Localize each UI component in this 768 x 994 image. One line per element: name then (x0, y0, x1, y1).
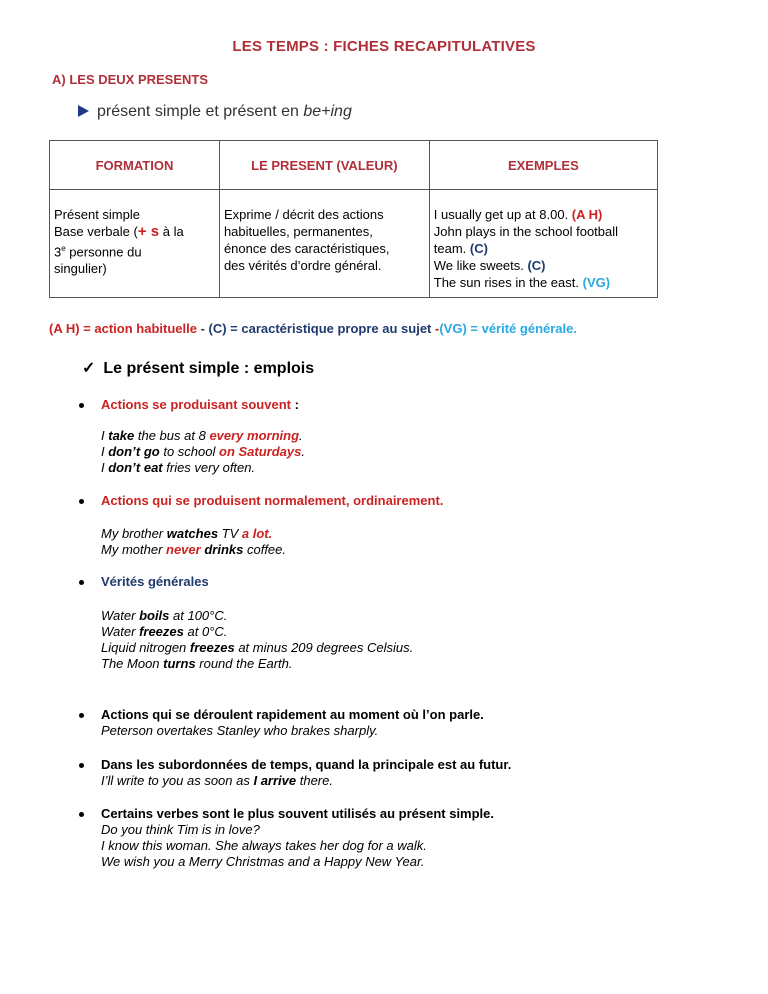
cell-formation (50, 190, 220, 298)
exemple-line: John plays in the school football (433, 224, 619, 239)
example-line: I know this woman. She always takes her dog for a walk. (101, 838, 427, 853)
page-title: LES TEMPS : FICHES RECAPITULATIVES (232, 38, 536, 55)
legend-sep: - (431, 321, 440, 336)
example-line: Peterson overtakes Stanley who brakes sharply. (101, 723, 379, 738)
header-exemples: EXEMPLES (429, 141, 657, 190)
bullet-heading: Actions qui se produisent normalement, ordinairement. (101, 493, 444, 508)
header-valeur: LE PRESENT (VALEUR) (219, 141, 429, 190)
bullet-icon (79, 403, 84, 408)
example-line: Water freezes at 0°C. (101, 624, 228, 639)
legend (49, 321, 577, 336)
table-header-row (50, 141, 658, 190)
cell-exemples (429, 190, 657, 298)
section-heading: A) LES DEUX PRESENTS (52, 72, 209, 87)
subhead-italic: be+ing (303, 103, 352, 120)
header-formation: FORMATION (50, 141, 220, 190)
recap-table (49, 140, 658, 298)
example-block (101, 428, 305, 476)
bullet-icon (79, 812, 84, 817)
valeur-line: Exprime / décrit des actions (223, 207, 384, 222)
example-line: I’ll write to you as soon as I arrive there. (101, 773, 333, 788)
exemple-line: The sun rises in the east. (VG) (433, 275, 611, 290)
example-block (101, 526, 286, 558)
exemple-line: We like sweets. (C) (433, 258, 546, 273)
bullet-heading: Certains verbes sont le plus souvent utilisés au présent simple. (101, 806, 495, 821)
emplois-heading (82, 358, 314, 378)
emplois-title: Le présent simple : emplois (103, 360, 315, 377)
example-line: My brother watches TV a lot. (101, 526, 273, 541)
exemple-line: I usually get up at 8.00. (A H) (433, 207, 603, 222)
bullet-heading: Dans les subordonnées de temps, quand la principale est au futur. (101, 757, 512, 772)
bullet-heading: Vérités générales (101, 574, 209, 589)
exemple-line: team. (C) (433, 241, 488, 256)
table-row (50, 190, 658, 298)
bullet-heading: Actions se produisant souvent : (101, 397, 299, 412)
example-block (101, 822, 427, 870)
example-block (101, 773, 333, 789)
legend-vg: (VG) = vérité générale. (439, 321, 577, 336)
example-line: Liquid nitrogen freezes at minus 209 degrees Celsius. (101, 640, 414, 655)
subhead-text: présent simple et présent en (97, 103, 304, 120)
subheading (78, 103, 352, 121)
example-line: My mother never drinks coffee. (101, 542, 286, 557)
checkmark-icon: ✓ (82, 360, 96, 377)
formation-line: 3e personne du (54, 244, 142, 260)
cell-valeur (219, 190, 429, 298)
legend-sep: - (196, 321, 209, 336)
bullet-icon (79, 713, 84, 718)
formation-line: singulier) (54, 261, 107, 277)
example-line: I don’t go to school on Saturdays. (101, 444, 305, 459)
bullet-icon (79, 580, 84, 585)
legend-c: (C) = caractéristique propre au sujet (208, 321, 432, 336)
example-line: The Moon turns round the Earth. (101, 656, 293, 671)
legend-ah: (A H) = action habituelle (49, 321, 197, 336)
formation-line: Base verbale (+ s à la (54, 223, 184, 240)
example-line: I don’t eat fries very often. (101, 460, 256, 475)
valeur-line: habituelles, permanentes, (223, 224, 373, 239)
valeur-line: énonce des caractéristiques, (223, 241, 390, 256)
bullet-icon (79, 499, 84, 504)
example-line: Water boils at 100°C. (101, 608, 228, 623)
example-block (101, 608, 413, 672)
example-line: I take the bus at 8 every morning. (101, 428, 303, 443)
bullet-icon (79, 763, 84, 768)
example-line: Do you think Tim is in love? (101, 822, 260, 837)
valeur-line: des vérités d’ordre général. (223, 258, 382, 273)
triangle-bullet-icon (78, 105, 89, 117)
formation-line: Présent simple (54, 207, 140, 222)
example-block (101, 723, 378, 739)
bullet-heading: Actions qui se déroulent rapidement au moment où l’on parle. (101, 707, 484, 722)
example-line: We wish you a Merry Christmas and a Happy New Year. (101, 854, 425, 869)
